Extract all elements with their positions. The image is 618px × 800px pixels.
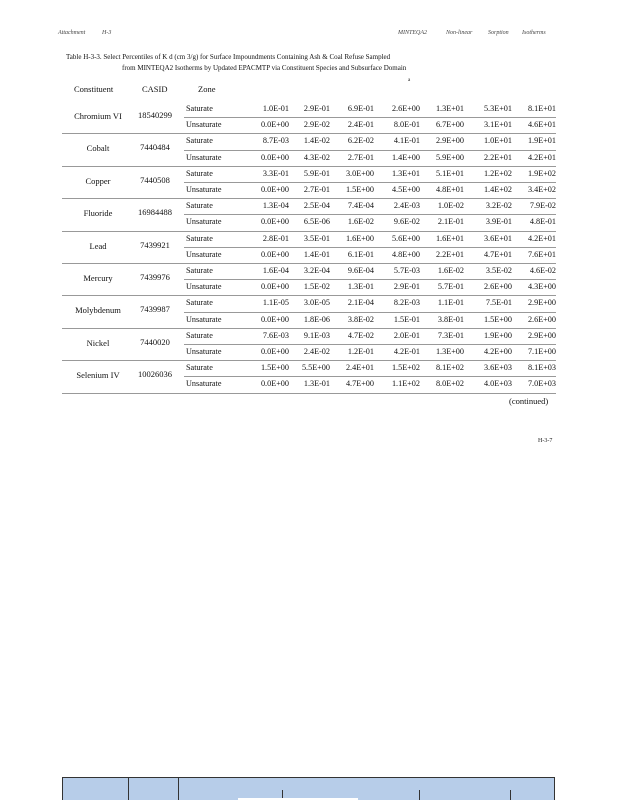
group-divider: [62, 295, 556, 296]
zone-label-unsaturate: Unsaturate: [186, 185, 222, 194]
zone-label-saturate: Saturate: [186, 233, 213, 243]
constituent-name: Nickel: [86, 337, 110, 348]
percentile-value: 1.6E-04: [262, 266, 289, 275]
percentile-value: 4.8E-01: [529, 217, 556, 227]
percentile-value: 0.0E+00: [260, 282, 289, 292]
percentile-value: 8.0E+02: [435, 379, 464, 389]
percentile-value: 7.3E-01: [437, 330, 464, 340]
percentile-value: 4.5E+00: [391, 185, 420, 194]
percentile-value: 2.0E-01: [393, 330, 420, 340]
percentile-value: 1.3E+00: [435, 347, 464, 356]
group-divider: [62, 393, 556, 394]
percentile-value: 2.1E-01: [437, 217, 464, 227]
percentile-value: 0.0E+00: [260, 379, 289, 389]
constituent-name: Selenium IV: [76, 370, 120, 381]
percentile-value: 0.0E+00: [260, 152, 289, 162]
header-minteqa2: MINTEQA2: [398, 30, 427, 36]
casid-value: 7439987: [140, 304, 170, 315]
percentile-value: 2.9E+00: [527, 330, 556, 340]
row-divider: [184, 150, 556, 151]
caption-superscript: a: [408, 78, 411, 83]
percentile-value: 9.6E-02: [393, 217, 420, 227]
percentile-value: 4.2E+00: [483, 347, 512, 356]
percentile-value: 4.8E+01: [435, 185, 464, 194]
row-divider: [184, 376, 556, 377]
zone-label-unsaturate: Unsaturate: [186, 347, 222, 356]
percentile-value: 2.6E+00: [391, 104, 420, 113]
percentile-value: 2.4E-03: [393, 201, 420, 211]
percentile-value: 1.5E+00: [483, 314, 512, 324]
constituent-name: Mercury: [83, 273, 113, 283]
zone-label-unsaturate: Unsaturate: [186, 282, 222, 292]
percentile-value: 0.0E+00: [260, 185, 289, 194]
constituent-name: Cobalt: [86, 143, 110, 154]
percentile-value: 1.5E+02: [391, 363, 420, 373]
percentile-value: 1.6E-02: [347, 217, 374, 227]
percentile-value: 2.8E-01: [262, 233, 289, 243]
footer-band-top-border: [62, 777, 554, 778]
percentile-value: 1.9E+01: [527, 136, 556, 146]
percentile-value: 1.1E-05: [262, 298, 289, 308]
percentile-value: 4.6E+01: [527, 120, 556, 130]
percentile-value: 8.1E+03: [527, 363, 556, 373]
percentile-value: 4.0E+03: [483, 379, 512, 389]
percentile-value: 7.6E+01: [527, 249, 556, 259]
column-header-zone: Zone: [198, 84, 216, 94]
percentile-value: 3.4E+02: [527, 185, 556, 194]
footer-band-divider: [554, 777, 555, 800]
percentile-value: 4.2E+01: [527, 152, 556, 162]
group-divider: [62, 328, 556, 329]
percentile-value: 7.9E-02: [529, 201, 556, 211]
column-header-casid: CASID: [142, 84, 168, 94]
zone-label-saturate: Saturate: [186, 363, 213, 373]
percentile-value: 0.0E+00: [260, 249, 289, 259]
percentile-value: 7.5E-01: [485, 298, 512, 308]
percentile-value: 6.1E-01: [347, 249, 374, 259]
percentile-value: 0.0E+00: [260, 217, 289, 227]
casid-value: 7440508: [140, 174, 170, 185]
percentile-value: 3.2E-02: [485, 201, 512, 211]
row-divider: [184, 117, 556, 118]
zone-label-unsaturate: Unsaturate: [186, 314, 222, 324]
percentile-value: 1.5E-01: [393, 314, 420, 324]
percentile-value: 5.7E-03: [393, 266, 420, 275]
percentile-value: 5.6E+00: [391, 233, 420, 243]
percentile-value: 2.9E+00: [435, 136, 464, 146]
percentile-value: 3.0E-05: [303, 298, 330, 308]
zone-label-unsaturate: Unsaturate: [186, 120, 222, 130]
percentile-value: 3.8E-02: [347, 314, 374, 324]
group-divider: [62, 360, 556, 361]
percentile-value: 1.3E-01: [347, 282, 374, 292]
zone-label-saturate: Saturate: [186, 330, 213, 340]
header-section: H-3: [102, 30, 112, 36]
footer-band-divider: [128, 777, 129, 800]
casid-value: 7440484: [140, 142, 170, 153]
percentile-value: 2.4E+01: [345, 363, 374, 373]
percentile-value: 0.0E+00: [260, 120, 289, 130]
percentile-value: 4.1E-01: [393, 136, 420, 146]
percentile-value: 9.6E-04: [347, 266, 374, 275]
percentile-value: 1.9E+02: [527, 168, 556, 178]
percentile-value: 1.6E+01: [435, 233, 464, 243]
header-sorption: Sorption: [488, 30, 509, 36]
footer-band-divider: [62, 777, 63, 800]
percentile-value: 4.3E+00: [527, 282, 556, 292]
percentile-value: 2.4E-01: [347, 120, 374, 130]
casid-value: 10026036: [138, 369, 172, 380]
zone-label-saturate: Saturate: [186, 298, 213, 308]
percentile-value: 5.9E+00: [435, 152, 464, 162]
column-header-constituent: Constituent: [74, 84, 114, 94]
header-nonlinear: Non-linear: [446, 30, 473, 36]
percentile-value: 5.9E-01: [303, 168, 330, 178]
casid-value: 7439921: [140, 239, 170, 250]
constituent-name: Fluoride: [83, 208, 113, 219]
percentile-value: 1.0E+01: [483, 136, 512, 146]
table-caption-line2: from MINTEQA2 Isotherms by Updated EPACMTP via Constituent Species and Subsurface Domain: [122, 64, 407, 72]
percentile-value: 4.2E-01: [393, 347, 420, 356]
percentile-value: 5.1E+01: [435, 168, 464, 178]
percentile-value: 2.1E-04: [347, 298, 374, 308]
percentile-value: 3.0E+00: [345, 168, 374, 178]
row-divider: [184, 247, 556, 248]
percentile-value: 1.4E+02: [483, 185, 512, 194]
percentile-value: 4.7E+00: [345, 379, 374, 389]
page-number: H-3-7: [538, 438, 553, 444]
zone-label-unsaturate: Unsaturate: [186, 249, 222, 259]
constituent-name: Copper: [85, 175, 111, 186]
percentile-value: 3.6E+01: [483, 233, 512, 243]
percentile-value: 4.7E-02: [347, 330, 374, 340]
percentile-value: 4.3E-02: [303, 152, 330, 162]
percentile-value: 2.7E-01: [303, 185, 330, 194]
percentile-value: 2.6E+00: [527, 314, 556, 324]
group-divider: [62, 133, 556, 134]
percentile-value: 3.1E+01: [483, 120, 512, 130]
constituent-name: Lead: [89, 240, 107, 251]
percentile-value: 2.9E+00: [527, 298, 556, 308]
percentile-value: 1.4E+00: [391, 152, 420, 162]
percentile-value: 1.1E-01: [437, 298, 464, 308]
percentile-value: 1.6E+00: [345, 233, 374, 243]
percentile-value: 6.7E+00: [435, 120, 464, 130]
percentile-value: 1.8E-06: [303, 314, 330, 324]
percentile-value: 6.2E-02: [347, 136, 374, 146]
casid-value: 7440020: [140, 336, 170, 347]
percentile-value: 1.5E-02: [303, 282, 330, 292]
footer-band-divider: [510, 790, 511, 800]
continued-note: (continued): [509, 396, 549, 406]
casid-value: 16984488: [138, 207, 172, 218]
percentile-value: 2.4E-02: [303, 347, 330, 356]
percentile-value: 3.6E+03: [483, 363, 512, 373]
footer-band-divider: [178, 777, 179, 800]
percentile-value: 7.1E+00: [527, 347, 556, 356]
percentile-value: 1.1E+02: [391, 379, 420, 389]
zone-label-saturate: Saturate: [186, 266, 213, 275]
casid-value: 7439976: [140, 272, 170, 282]
percentile-value: 7.0E+03: [527, 379, 556, 389]
percentile-value: 1.3E-04: [262, 201, 289, 211]
percentile-value: 1.2E+02: [483, 168, 512, 178]
percentile-value: 8.1E+01: [527, 104, 556, 113]
row-divider: [184, 214, 556, 215]
percentile-value: 4.2E+01: [527, 233, 556, 243]
percentile-value: 7.4E-04: [347, 201, 374, 211]
percentile-value: 0.0E+00: [260, 314, 289, 324]
zone-label-unsaturate: Unsaturate: [186, 379, 222, 389]
row-divider: [184, 279, 556, 280]
percentile-value: 2.9E-01: [303, 104, 330, 113]
row-divider: [184, 182, 556, 183]
percentile-value: 8.0E-01: [393, 120, 420, 130]
percentile-value: 2.9E-01: [393, 282, 420, 292]
zone-label-saturate: Saturate: [186, 168, 213, 178]
percentile-value: 1.5E+00: [260, 363, 289, 373]
percentile-value: 9.1E-03: [303, 330, 330, 340]
percentile-value: 0.0E+00: [260, 347, 289, 356]
percentile-value: 3.9E-01: [485, 217, 512, 227]
percentile-value: 1.3E+01: [435, 104, 464, 113]
percentile-value: 3.5E-02: [485, 266, 512, 275]
percentile-value: 1.3E+01: [391, 168, 420, 178]
row-divider: [184, 312, 556, 313]
percentile-value: 3.5E-01: [303, 233, 330, 243]
percentile-value: 1.4E-02: [303, 136, 330, 146]
percentile-value: 3.3E-01: [262, 168, 289, 178]
percentile-value: 3.8E-01: [437, 314, 464, 324]
percentile-value: 7.6E-03: [262, 330, 289, 340]
percentile-value: 8.2E-03: [393, 298, 420, 308]
zone-label-unsaturate: Unsaturate: [186, 152, 222, 162]
group-divider: [62, 263, 556, 264]
constituent-name: Molybdenum: [75, 305, 121, 316]
percentile-value: 2.5E-04: [303, 201, 330, 211]
zone-label-saturate: Saturate: [186, 201, 213, 211]
percentile-value: 1.0E-01: [262, 104, 289, 113]
percentile-value: 2.9E-02: [303, 120, 330, 130]
percentile-value: 1.0E-02: [437, 201, 464, 211]
percentile-value: 6.9E-01: [347, 104, 374, 113]
constituent-name: Chromium VI: [74, 111, 122, 121]
percentile-value: 4.7E+01: [483, 249, 512, 259]
group-divider: [62, 198, 556, 199]
percentile-value: 6.5E-06: [303, 217, 330, 227]
percentile-value: 3.2E-04: [303, 266, 330, 275]
casid-value: 18540299: [138, 110, 172, 120]
percentile-value: 5.3E+01: [483, 104, 512, 113]
footer-band-divider: [419, 790, 420, 800]
table-caption-line1: Table H-3-3. Select Percentiles of K d (cm 3/g) for Surface Impoundments Containing Ash & Coal Refuse Sampled: [66, 53, 391, 61]
row-divider: [184, 344, 556, 345]
percentile-value: 4.8E+00: [391, 249, 420, 259]
percentile-value: 8.1E+02: [435, 363, 464, 373]
group-divider: [62, 166, 556, 167]
percentile-value: 8.7E-03: [262, 136, 289, 146]
percentile-value: 1.3E-01: [303, 379, 330, 389]
header-attachment: Attachment: [58, 30, 86, 36]
percentile-value: 2.2E+01: [483, 152, 512, 162]
group-divider: [62, 231, 556, 232]
percentile-value: 1.9E+00: [483, 330, 512, 340]
percentile-value: 5.5E+00: [301, 363, 330, 373]
header-isotherms: Isotherms: [522, 30, 546, 36]
percentile-value: 2.2E+01: [435, 249, 464, 259]
footer-table-header-band: [62, 777, 554, 800]
percentile-value: 1.4E-01: [303, 249, 330, 259]
percentile-value: 1.2E-01: [347, 347, 374, 356]
zone-label-unsaturate: Unsaturate: [186, 217, 222, 227]
zone-label-saturate: Saturate: [186, 136, 213, 146]
percentile-value: 1.6E-02: [437, 266, 464, 275]
percentile-value: 2.7E-01: [347, 152, 374, 162]
percentile-value: 2.6E+00: [483, 282, 512, 292]
percentile-value: 1.5E+00: [345, 185, 374, 194]
percentile-value: 5.7E-01: [437, 282, 464, 292]
zone-label-saturate: Saturate: [186, 104, 213, 113]
percentile-value: 4.6E-02: [529, 266, 556, 275]
